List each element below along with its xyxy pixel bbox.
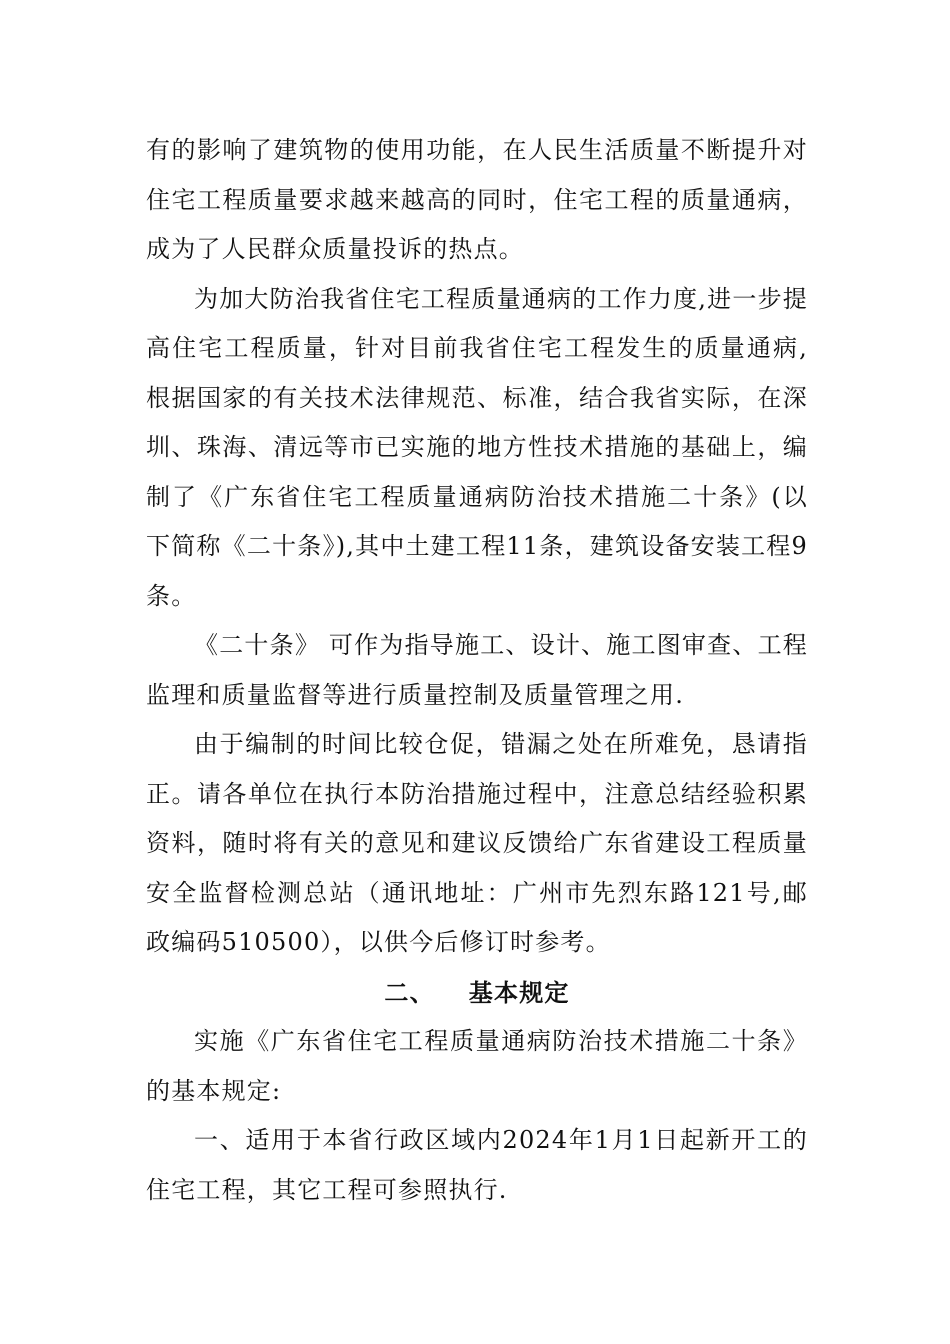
paragraph-rule-one: 一、适用于本省行政区域内2024年1月1日起新开工的住宅工程，其它工程可参照执行.: [146, 1126, 808, 1204]
section-number: 二、: [384, 977, 435, 1007]
paragraph-purpose: 为加大防治我省住宅工程质量通病的工作力度,进一步提高住宅工程质量，针对目前我省住宅工程发生的质量通病,根据国家的有关技术法律规范、标准，结合我省实际，在深圳、珠海、清远等市已实施的地方性技术措施的基础上，编制了《广东省住宅工程质量通病防治技术措施二十条》(以下简称《二十条》),其中土建工程11条，建筑设备安装工程9条。: [146, 284, 808, 610]
paragraph-basic-rules-intro: 实施《广东省住宅工程质量通病防治技术措施二十条》的基本规定:: [146, 1027, 808, 1105]
paragraph-usage: 《二十条》 可作为指导施工、设计、施工图审查、工程监理和质量监督等进行质量控制及质量管理之用.: [146, 631, 808, 709]
document-page: [146, 126, 808, 1215]
paragraph-feedback: 由于编制的时间比较仓促，错漏之处在所难免，恳请指正。请各单位在执行本防治措施过程中，注意总结经验积累资料，随时将有关的意见和建议反馈给广东省建设工程质量安全监督检测总站（通讯地址：广州市先烈东路121号,邮政编码510500），以供今后修订时参考。: [146, 730, 808, 956]
paragraph-continuation: 有的影响了建筑物的使用功能，在人民生活质量不断提升对住宅工程质量要求越来越高的同时，住宅工程的质量通病，成为了人民群众质量投诉的热点。: [146, 136, 808, 263]
section-title: 基本规定: [468, 977, 570, 1007]
section-heading: [146, 968, 808, 1018]
